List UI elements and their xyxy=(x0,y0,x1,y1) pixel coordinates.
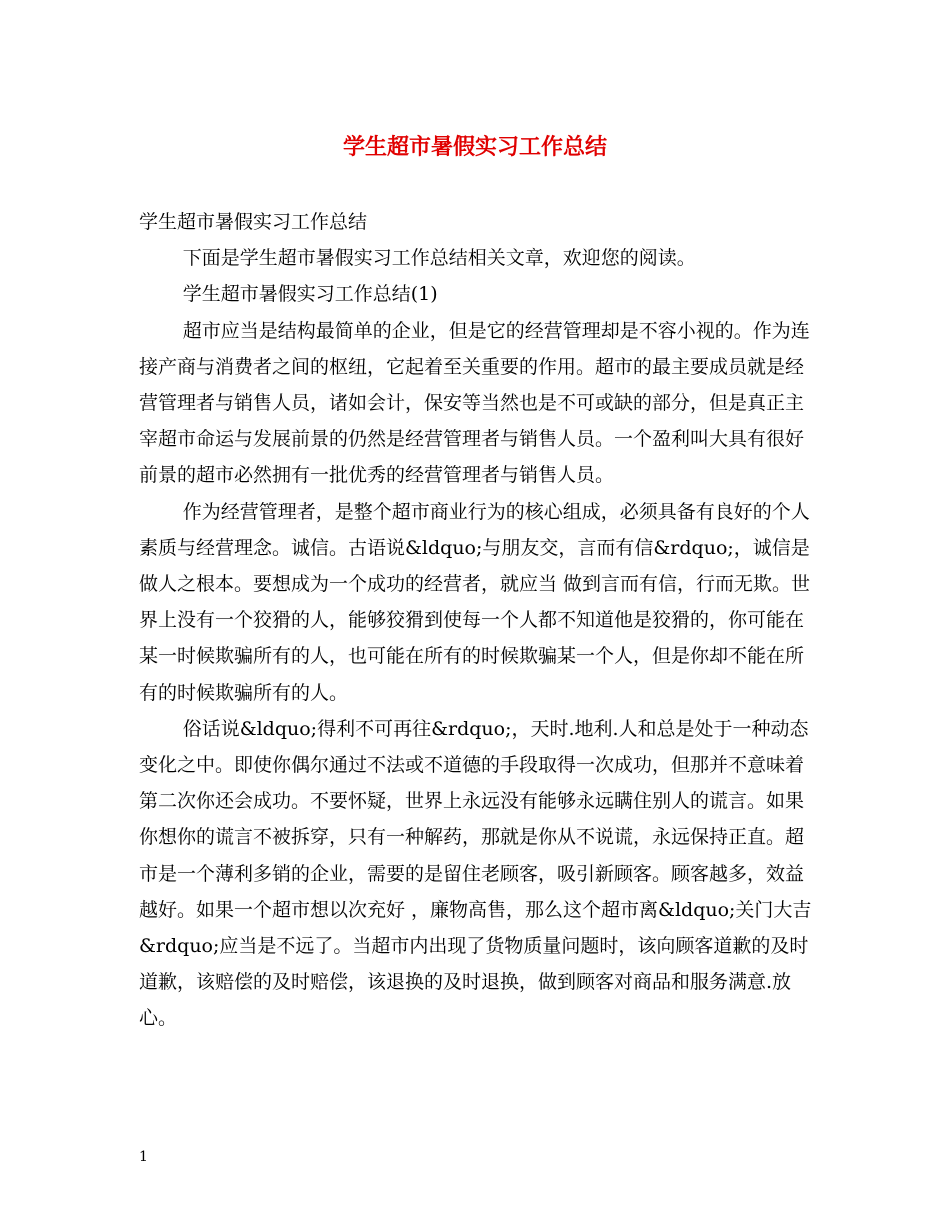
intro-paragraph: 下面是学生超市暑假实习工作总结相关文章，欢迎您的阅读。 xyxy=(182,247,696,270)
body-heading: 学生超市暑假实习工作总结 xyxy=(139,211,368,233)
body-paragraph: 作为经营管理者，是整个超市商业行为的核心组成，必须具备有良好的个人素质与经营理念。诚信。古语说&ldquo;与朋友交，言而有信&rdquo;，诚信是做人之根本。要想成为一个成功的经营者，就应当 做到言而有信，行而无欺。世界上没有一个狡猾的人，能够狡猾到使每一个人都不知道他是狡猾的，你可能在某一时候欺骗所有的人，也可能在所有的时候欺骗某一个人，但是你却不能在所有的时候欺骗所有的人。 xyxy=(139,500,811,704)
body-paragraph: 超市应当是结构最简单的企业，但是它的经营管理却是不容小视的。作为连接产商与消费者之间的枢纽，它起着至关重要的作用。超市的最主要成员就是经营管理者与销售人员，诸如会计，保安等当然也是不可或缺的部分，但是真正主宰超市命运与发展前景的仍然是经营管理者与销售人员。一个盈利叫大具有很好前景的超市必然拥有一批优秀的经营管理者与销售人员。 xyxy=(139,319,810,487)
document-body xyxy=(139,204,819,1037)
document-title: 学生超市暑假实习工作总结 xyxy=(342,134,607,160)
body-paragraph: 俗话说&ldquo;得利不可再往&rdquo;，天时.地利.人和总是处于一种动态变化之中。即使你偶尔通过不法或不道德的手段取得一次成功，但那并不意味着第二次你还会成功。不要怀疑，世界上永远没有能够永远瞒住别人的谎言。如果你想你的谎言不被拆穿，只有一种解药，那就是你从不说谎，永远保持正直。超市是一个薄利多销的企业，需要的是留住老顾客，吸引新顾客。顾客越多，效益越好。如果一个超市想以次充好 ，廉物高售，那么这个超市离&ldquo;关门大吉&rdquo;应当是不远了。当超市内出现了货物质量问题时，该向顾客道歉的及时道歉，该赔偿的及时赔偿，该退换的及时退换，做到顾客对商品和服务满意.放心。 xyxy=(139,717,812,1030)
page-number: 1 xyxy=(139,1149,148,1165)
section-heading: 学生超市暑假实习工作总结(1) xyxy=(182,283,438,306)
